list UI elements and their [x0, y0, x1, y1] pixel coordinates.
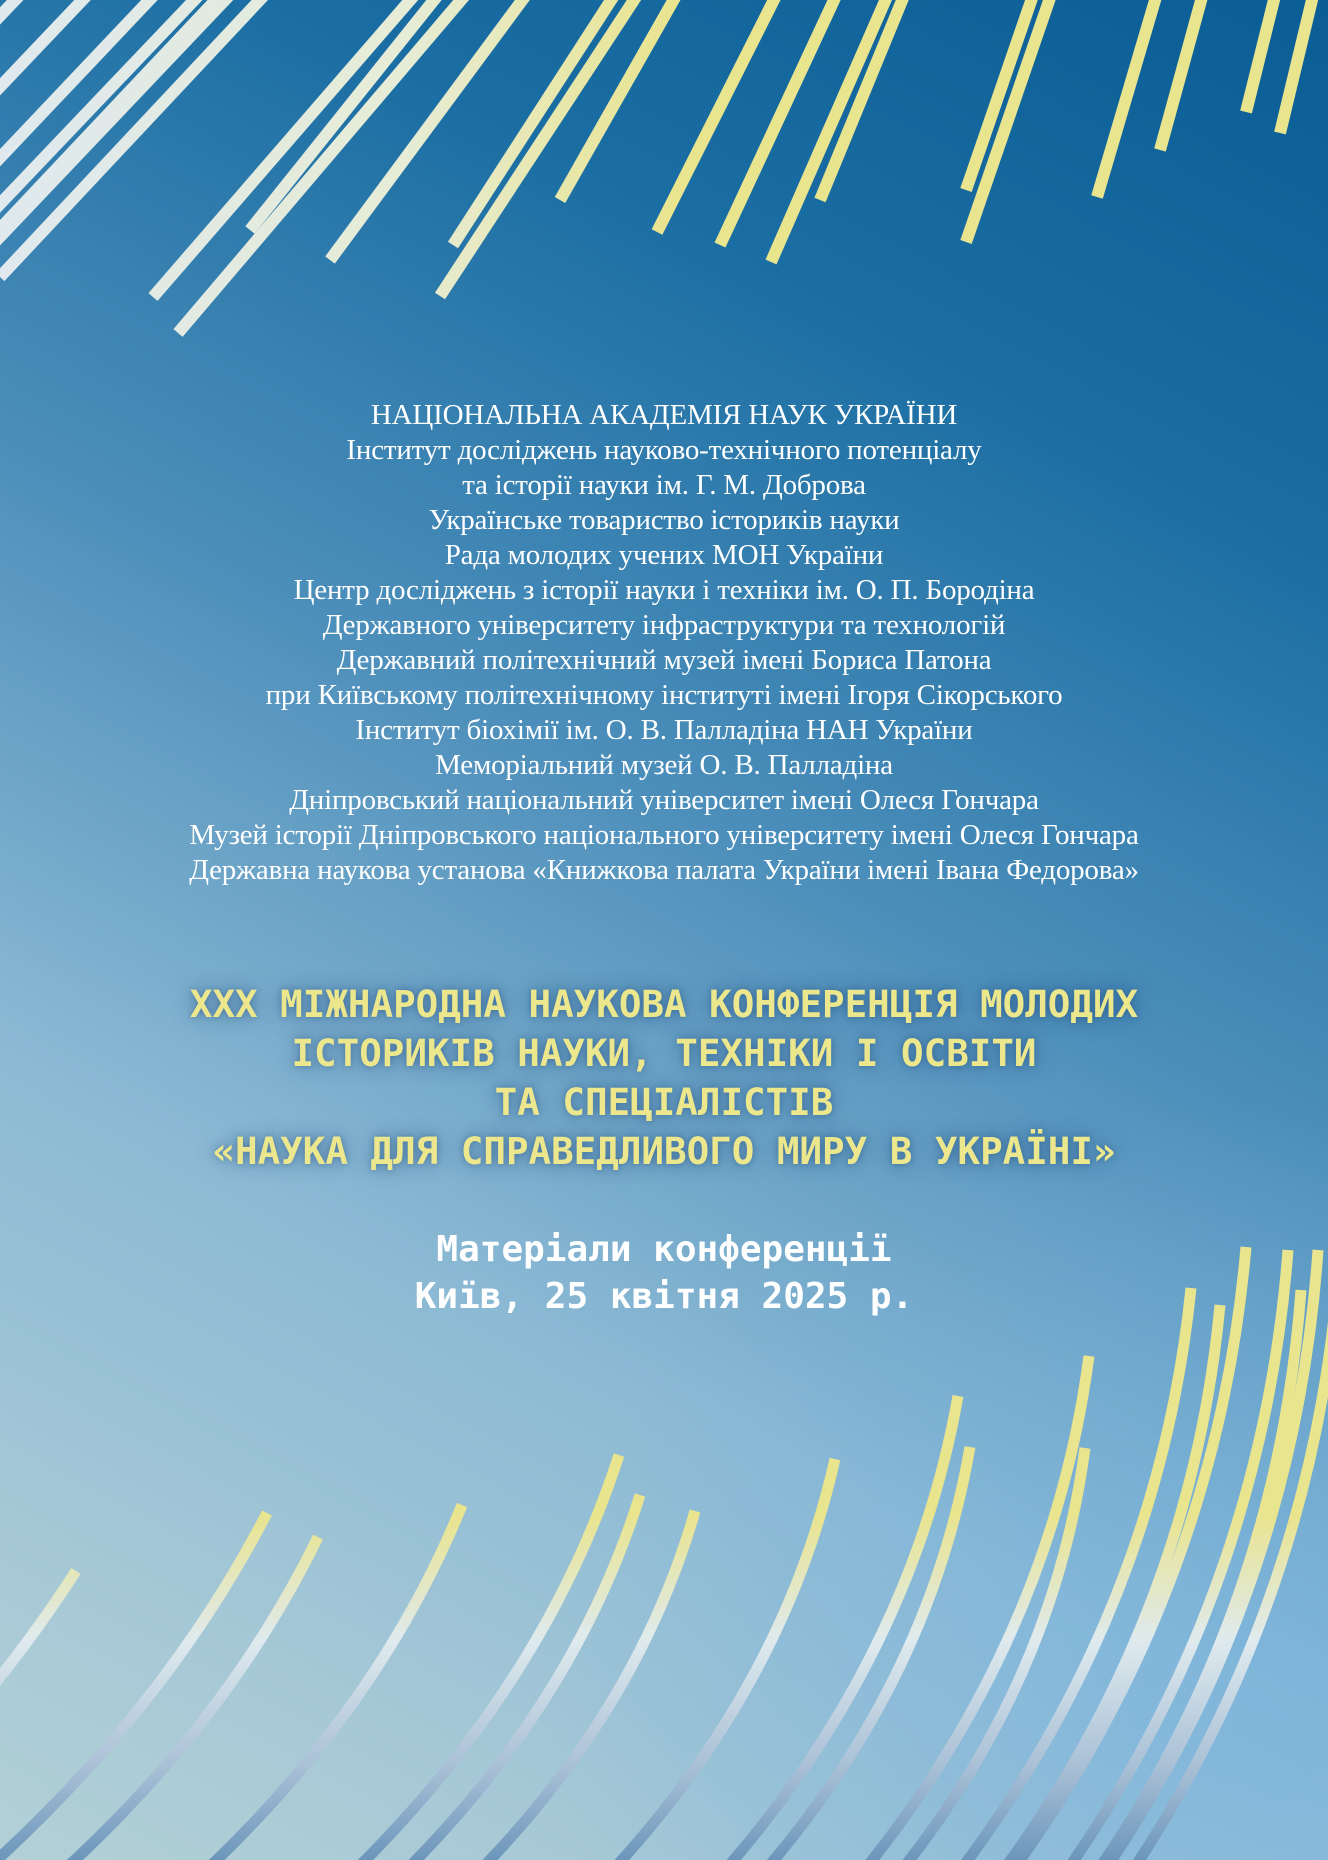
stripe — [584, 1459, 835, 1860]
organizer-line: Інститут біохімії ім. О. В. Палладіна НАН України — [355, 714, 973, 746]
title-line: XXX МІЖНАРОДНА НАУКОВА КОНФЕРЕНЦІЯ МОЛОДИХ — [189, 982, 1139, 1026]
stripe — [330, 0, 552, 260]
organizer-line: Українське товариство істориків науки — [428, 504, 900, 536]
stripe — [30, 1537, 318, 1860]
title-line: ТА СПЕЦІАЛІСТІВ — [494, 1080, 834, 1124]
organizer-line: НАЦІОНАЛЬНА АКАДЕМІЯ НАУК УКРАЇНИ — [370, 399, 958, 431]
organizer-line: Державна наукова установа «Книжкова палата України імені Івана Федорова» — [189, 854, 1139, 886]
place-date: Київ, 25 квітня 2025 р. — [414, 1276, 914, 1317]
stripe — [1160, 0, 1212, 150]
organizers-list — [0, 398, 1328, 888]
stripe — [560, 0, 696, 200]
organizer-line: Музей історії Дніпровського національного університету імені Олеся Гончара — [189, 819, 1139, 851]
organizer-line: Інститут досліджень науково-технічного потенціалу — [346, 434, 982, 466]
organizer-line: Державного університету інфраструктури та технологій — [322, 609, 1006, 641]
conference-title — [0, 980, 1328, 1176]
top-stripes — [0, 0, 1322, 333]
organizer-line: Центр досліджень з історії науки і техніки ім. О. П. Бородіна — [293, 574, 1035, 606]
title-line: ІСТОРИКІВ НАУКИ, ТЕХНІКИ І ОСВІТИ — [291, 1031, 1037, 1075]
organizer-line: Рада молодих учених МОН України — [444, 539, 884, 571]
materials-label: Матеріали конференції — [436, 1229, 892, 1270]
organizer-line: Дніпровський національний університет імені Олеся Гончара — [289, 784, 1039, 816]
stripe — [1280, 0, 1322, 133]
stripe — [1097, 0, 1167, 197]
organizer-line: та історії науки ім. Г. М. Доброва — [462, 469, 866, 501]
title-line: «НАУКА ДЛЯ СПРАВЕДЛИВОГО МИРУ В УКРАЇНІ» — [212, 1129, 1116, 1173]
subtitle — [0, 1226, 1328, 1320]
organizer-line: Меморіальний музей О. В. Палладіна — [435, 749, 893, 781]
stripe — [657, 0, 794, 232]
organizer-line: Державний політехнічний музей імені Бориса Патона — [336, 644, 992, 676]
stripe — [440, 0, 660, 296]
stripe — [1246, 0, 1284, 112]
bottom-stripes — [0, 1247, 1328, 1860]
organizer-line: при Київському політехнічному інституті імені Ігоря Сікорського — [265, 679, 1063, 711]
